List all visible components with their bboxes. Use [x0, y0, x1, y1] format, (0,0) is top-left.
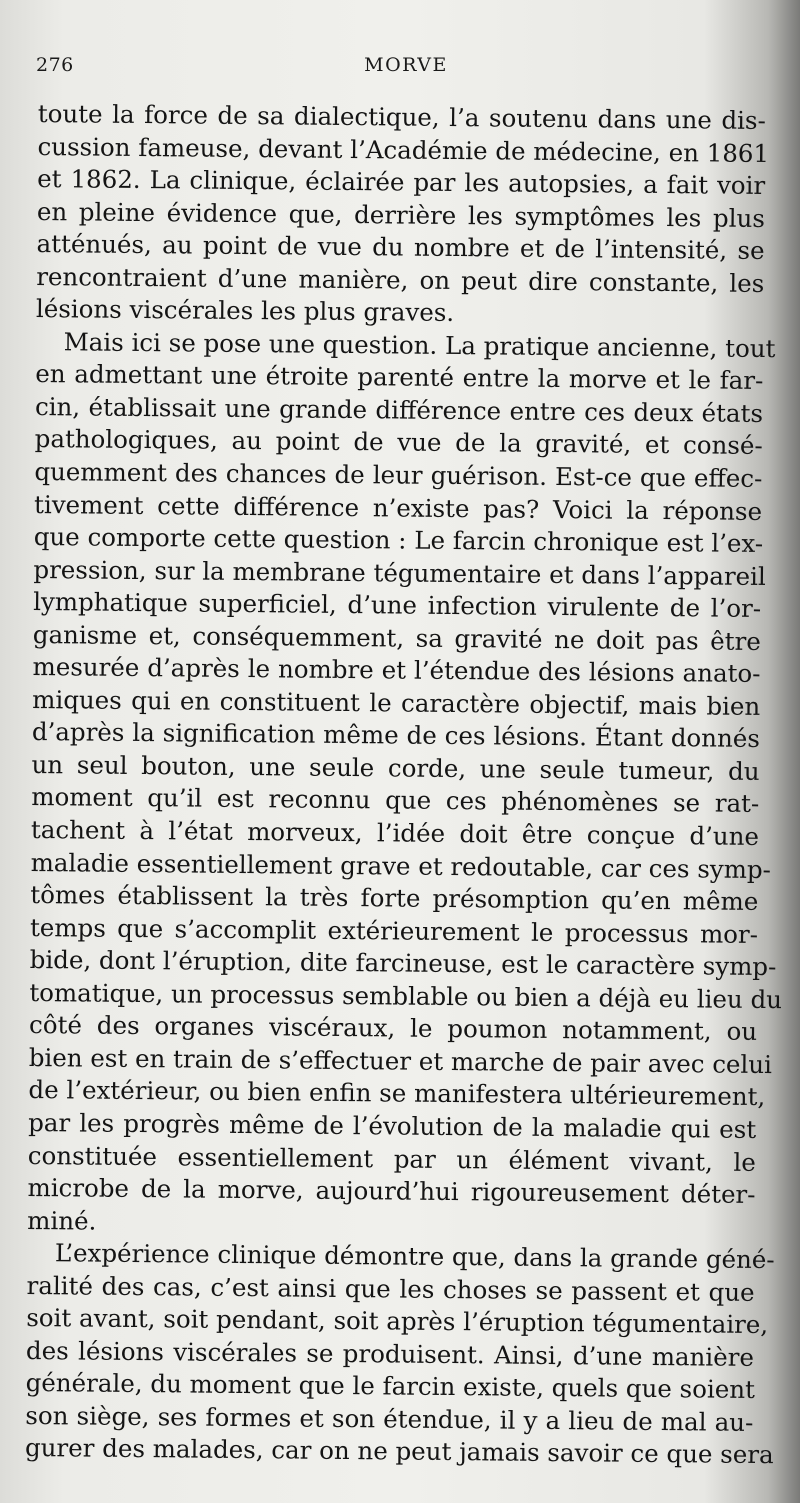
text-line: L’expérience clinique démontre que, dans la grande géné-: [54, 1238, 775, 1275]
body-text: [24, 98, 783, 1472]
text-line: son siège, ses formes et son étendue, il y a lieu de mal au-: [25, 1400, 754, 1437]
text-line: par les progrès même de l’évolution de la maladie qui est: [28, 1107, 757, 1144]
text-line: quemment des chances de leur guérison. Est-ce que effec-: [34, 456, 763, 493]
text-line: tômes établissent la très forte présomption qu’en même: [30, 880, 759, 917]
text-line: constituée essentiellement par un élément vivant, le: [27, 1140, 756, 1177]
text-line: temps que s’accomplit extérieurement le processus mor-: [29, 912, 759, 949]
text-line: cin, établissait une grande différence entre ces deux états: [34, 391, 764, 428]
text-line: miques qui en constituent le caractère objectif, mais bien: [32, 684, 761, 721]
text-line: un seul bouton, une seule corde, une seule tumeur, du: [31, 749, 760, 786]
paragraph: [27, 326, 783, 1244]
text-line: ganisme et, conséquemment, sa gravité ne doit pas être: [32, 619, 761, 656]
text-line: que comporte cette question : Le farcin chronique est l’ex-: [33, 522, 764, 559]
text-line: pression, sur la membrane tégumentaire et dans l’appareil: [33, 554, 766, 591]
text-line: générale, du moment que le farcin existe, quels que soient: [25, 1368, 756, 1405]
text-line: de l’extérieur, ou bien enfin se manifestera ultérieurement,: [28, 1075, 766, 1112]
text-line: pathologiques, au point de vue de la gravité, et consé-: [34, 424, 763, 461]
text-line: rencontraient d’une manière, on peut dire constante, les: [36, 261, 765, 298]
text-line: ralité des cas, c’est ainsi que les choses se passent et que: [26, 1270, 755, 1307]
text-line: en admettant une étroite parenté entre la morve et le far-: [35, 359, 764, 396]
text-line: lymphatique superficiel, d’une infection virulente de l’or-: [33, 587, 762, 624]
text-line: moment qu’il est reconnu que ces phénomènes se rat-: [31, 782, 760, 819]
text-line: tomatique, un processus semblable ou bien a déjà eu lieu du: [29, 977, 783, 1014]
text-line: des lésions viscérales se produisent. Ainsi, d’une manière: [25, 1335, 755, 1372]
text-line: en pleine évidence que, derrière les symptômes les plus: [36, 196, 766, 233]
page-number: 276: [36, 54, 74, 76]
text-line: miné.: [27, 1205, 97, 1236]
text-line: et 1862. La clinique, éclairée par les autopsies, a fait voir: [37, 164, 766, 201]
text-line: atténués, au point de vue du nombre et de l’intensité, se: [36, 229, 765, 266]
text-line: d’après la signification même de ces lésions. Étant donnés: [31, 717, 761, 754]
text-line: bide, dont l’éruption, dite farcineuse, est le caractère symp-: [29, 945, 777, 982]
running-title: MORVE: [364, 54, 448, 76]
text-line: tivement cette différence n’existe pas? Voici la réponse: [33, 489, 763, 526]
text-line: tachent à l’état morveux, l’idée doit être conçue d’une: [30, 814, 760, 851]
text-line: maladie essentiellement grave et redoutable, car ces symp-: [30, 847, 772, 884]
text-line: soit avant, soit pendant, soit après l’éruption tégumentaire,: [26, 1303, 769, 1340]
text-line: mesurée d’après le nombre et l’étendue des lésions anato-: [32, 652, 761, 689]
text-line: microbe de la morve, aujourd’hui rigoureusement déter-: [27, 1172, 756, 1209]
text-line: bien est en train de s’effectuer et marche de pair avec celui: [28, 1042, 773, 1079]
text-line: gurer des malades, car on ne peut jamais savoir ce que sera: [24, 1433, 774, 1470]
paragraph: [35, 98, 770, 333]
paragraph: [24, 1237, 775, 1472]
text-line: lésions viscérales les plus graves.: [35, 294, 455, 328]
text-line: toute la force de sa dialectique, l’a soutenu dans une dis-: [37, 98, 766, 135]
text-line: côté des organes viscéraux, le poumon notamment, ou: [28, 1010, 758, 1047]
running-head: [36, 54, 736, 88]
text-line: Mais ici se pose une question. La pratique ancienne, tout: [63, 327, 776, 363]
text-line: cussion fameuse, devant l’Académie de médecine, en 1861: [37, 131, 770, 168]
